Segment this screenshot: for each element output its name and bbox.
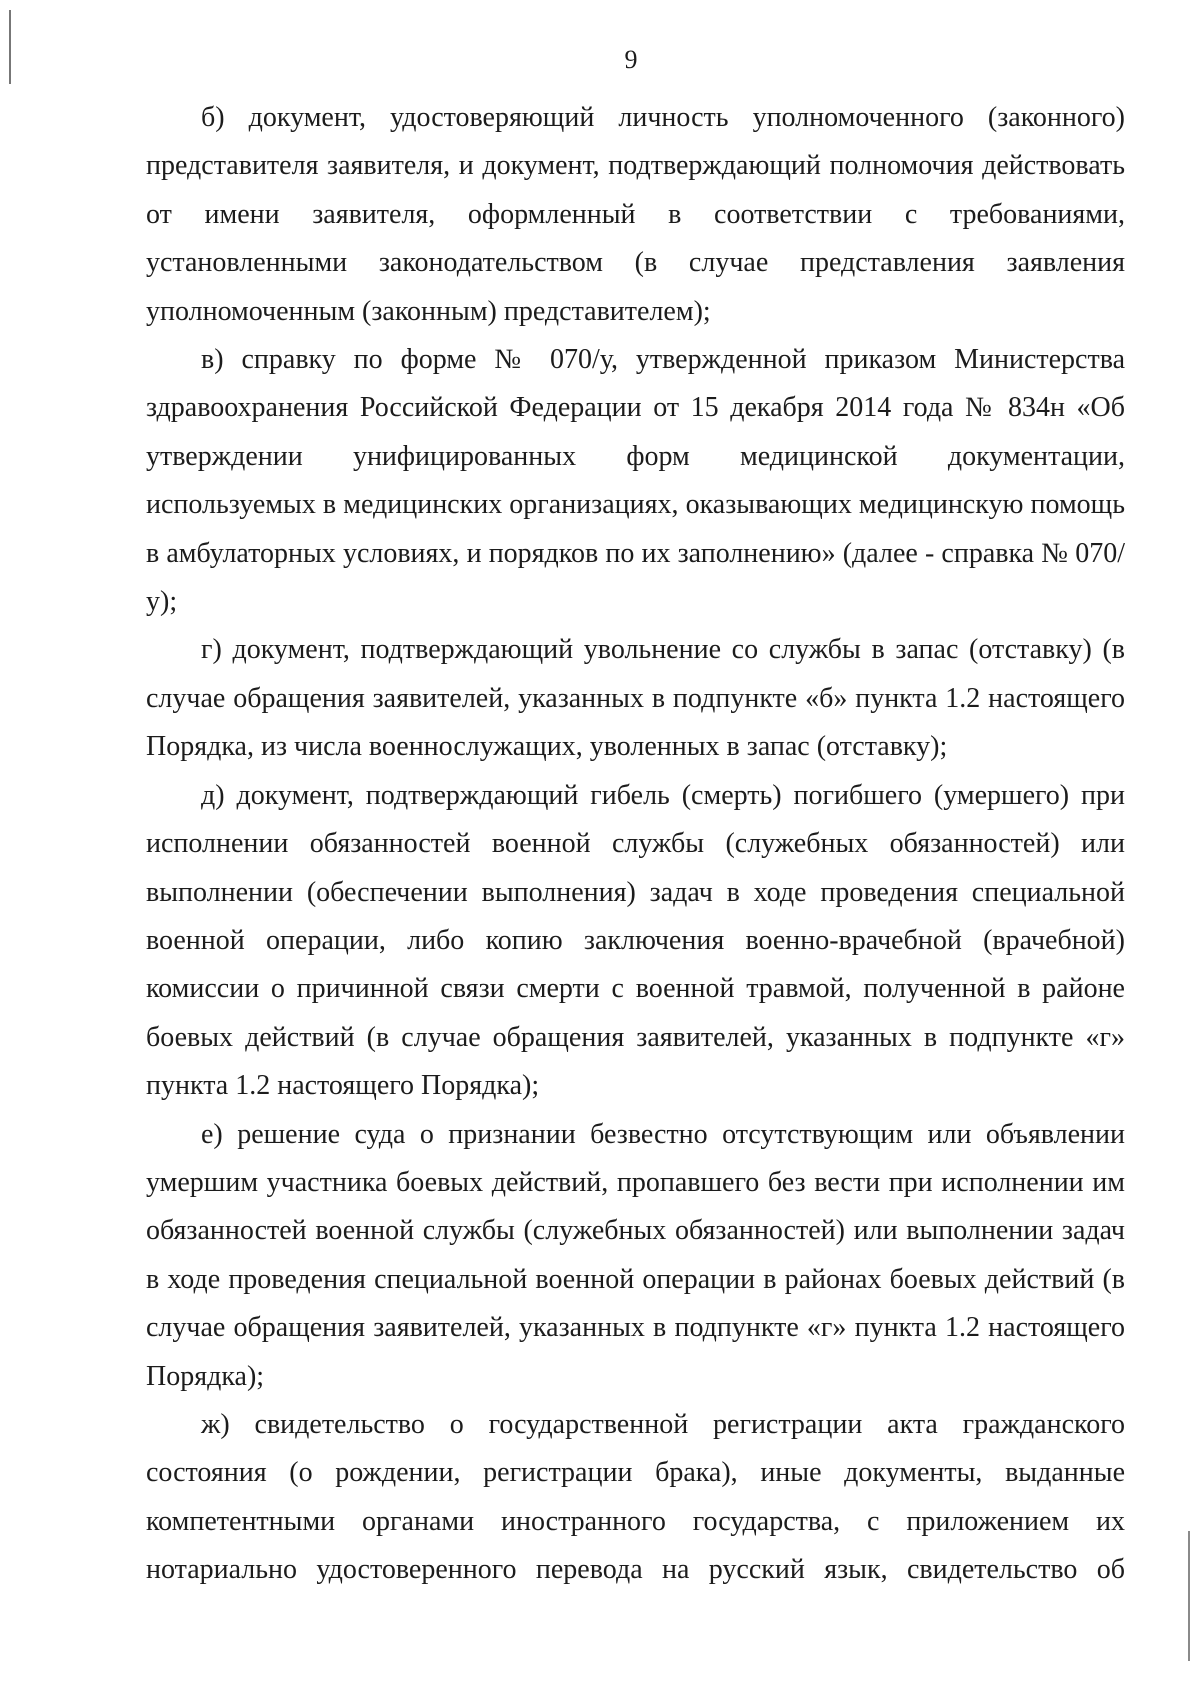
paragraph-zh: ж) свидетельство о государственной регистрации акта гражданского состояния (о рождении, регистрации брака), иные документы, выданные компетентными органами иностранного государства, с приложением их нотариально удостоверенного перевода на русский язык, свидетельство об <box>146 1408 1125 1586</box>
scan-edge-line-right <box>1188 1531 1190 1661</box>
page-number: 9 <box>624 45 638 74</box>
paragraph-e: е) решение суда о признании безвестно отсутствующим или объявлении умершим участника боевых действий, пропавшего без вести при исполнении им обязанностей военной службы (служебных обязанностей) или выполнении задач в ходе проведения специальной военной операции в районах боевых действий (в случае обращения заявителей, указанных в подпункте «г» пункта 1.2 настоящего Порядка); <box>146 1118 1125 1392</box>
paragraph-g: г) документ, подтверждающий увольнение со службы в запас (отставку) (в случае обращения заявителей, указанных в подпункте «б» пункта 1.2 настоящего Порядка, из числа военнослужащих, уволенных в запас (отставку); <box>146 634 1125 763</box>
paragraph-v: в) справку по форме № 070/у, утвержденной приказом Министерства здравоохранения Российской Федерации от 15 декабря 2014 года № 834н «Об утверждении унифицированных форм медицинской документации, используемых в медицинских организациях, оказывающих медицинскую помощь в амбулаторных условиях, и порядков по их заполнению» (далее - справка № 070/у); <box>146 344 1125 618</box>
paragraph-d: д) документ, подтверждающий гибель (смерть) погибшего (умершего) при исполнении обязанностей военной службы (служебных обязанностей) или выполнении (обеспечении выполнения) задач в ходе проведения специальной военной операции, либо копию заключения военно-врачебной (врачебной) комиссии о причинной связи смерти с военной травмой, полученной в районе боевых действий (в случае обращения заявителей, указанных в подпункте «г» пункта 1.2 настоящего Порядка); <box>146 779 1125 1102</box>
document-body <box>146 94 1125 1595</box>
paragraph-b: б) документ, удостоверяющий личность уполномоченного (законного) представителя заявителя, и документ, подтверждающий полномочия действовать от имени заявителя, оформленный в соответствии с требованиями, установленными законодательством (в случае представления заявления уполномоченным (законным) представителем); <box>146 102 1125 327</box>
